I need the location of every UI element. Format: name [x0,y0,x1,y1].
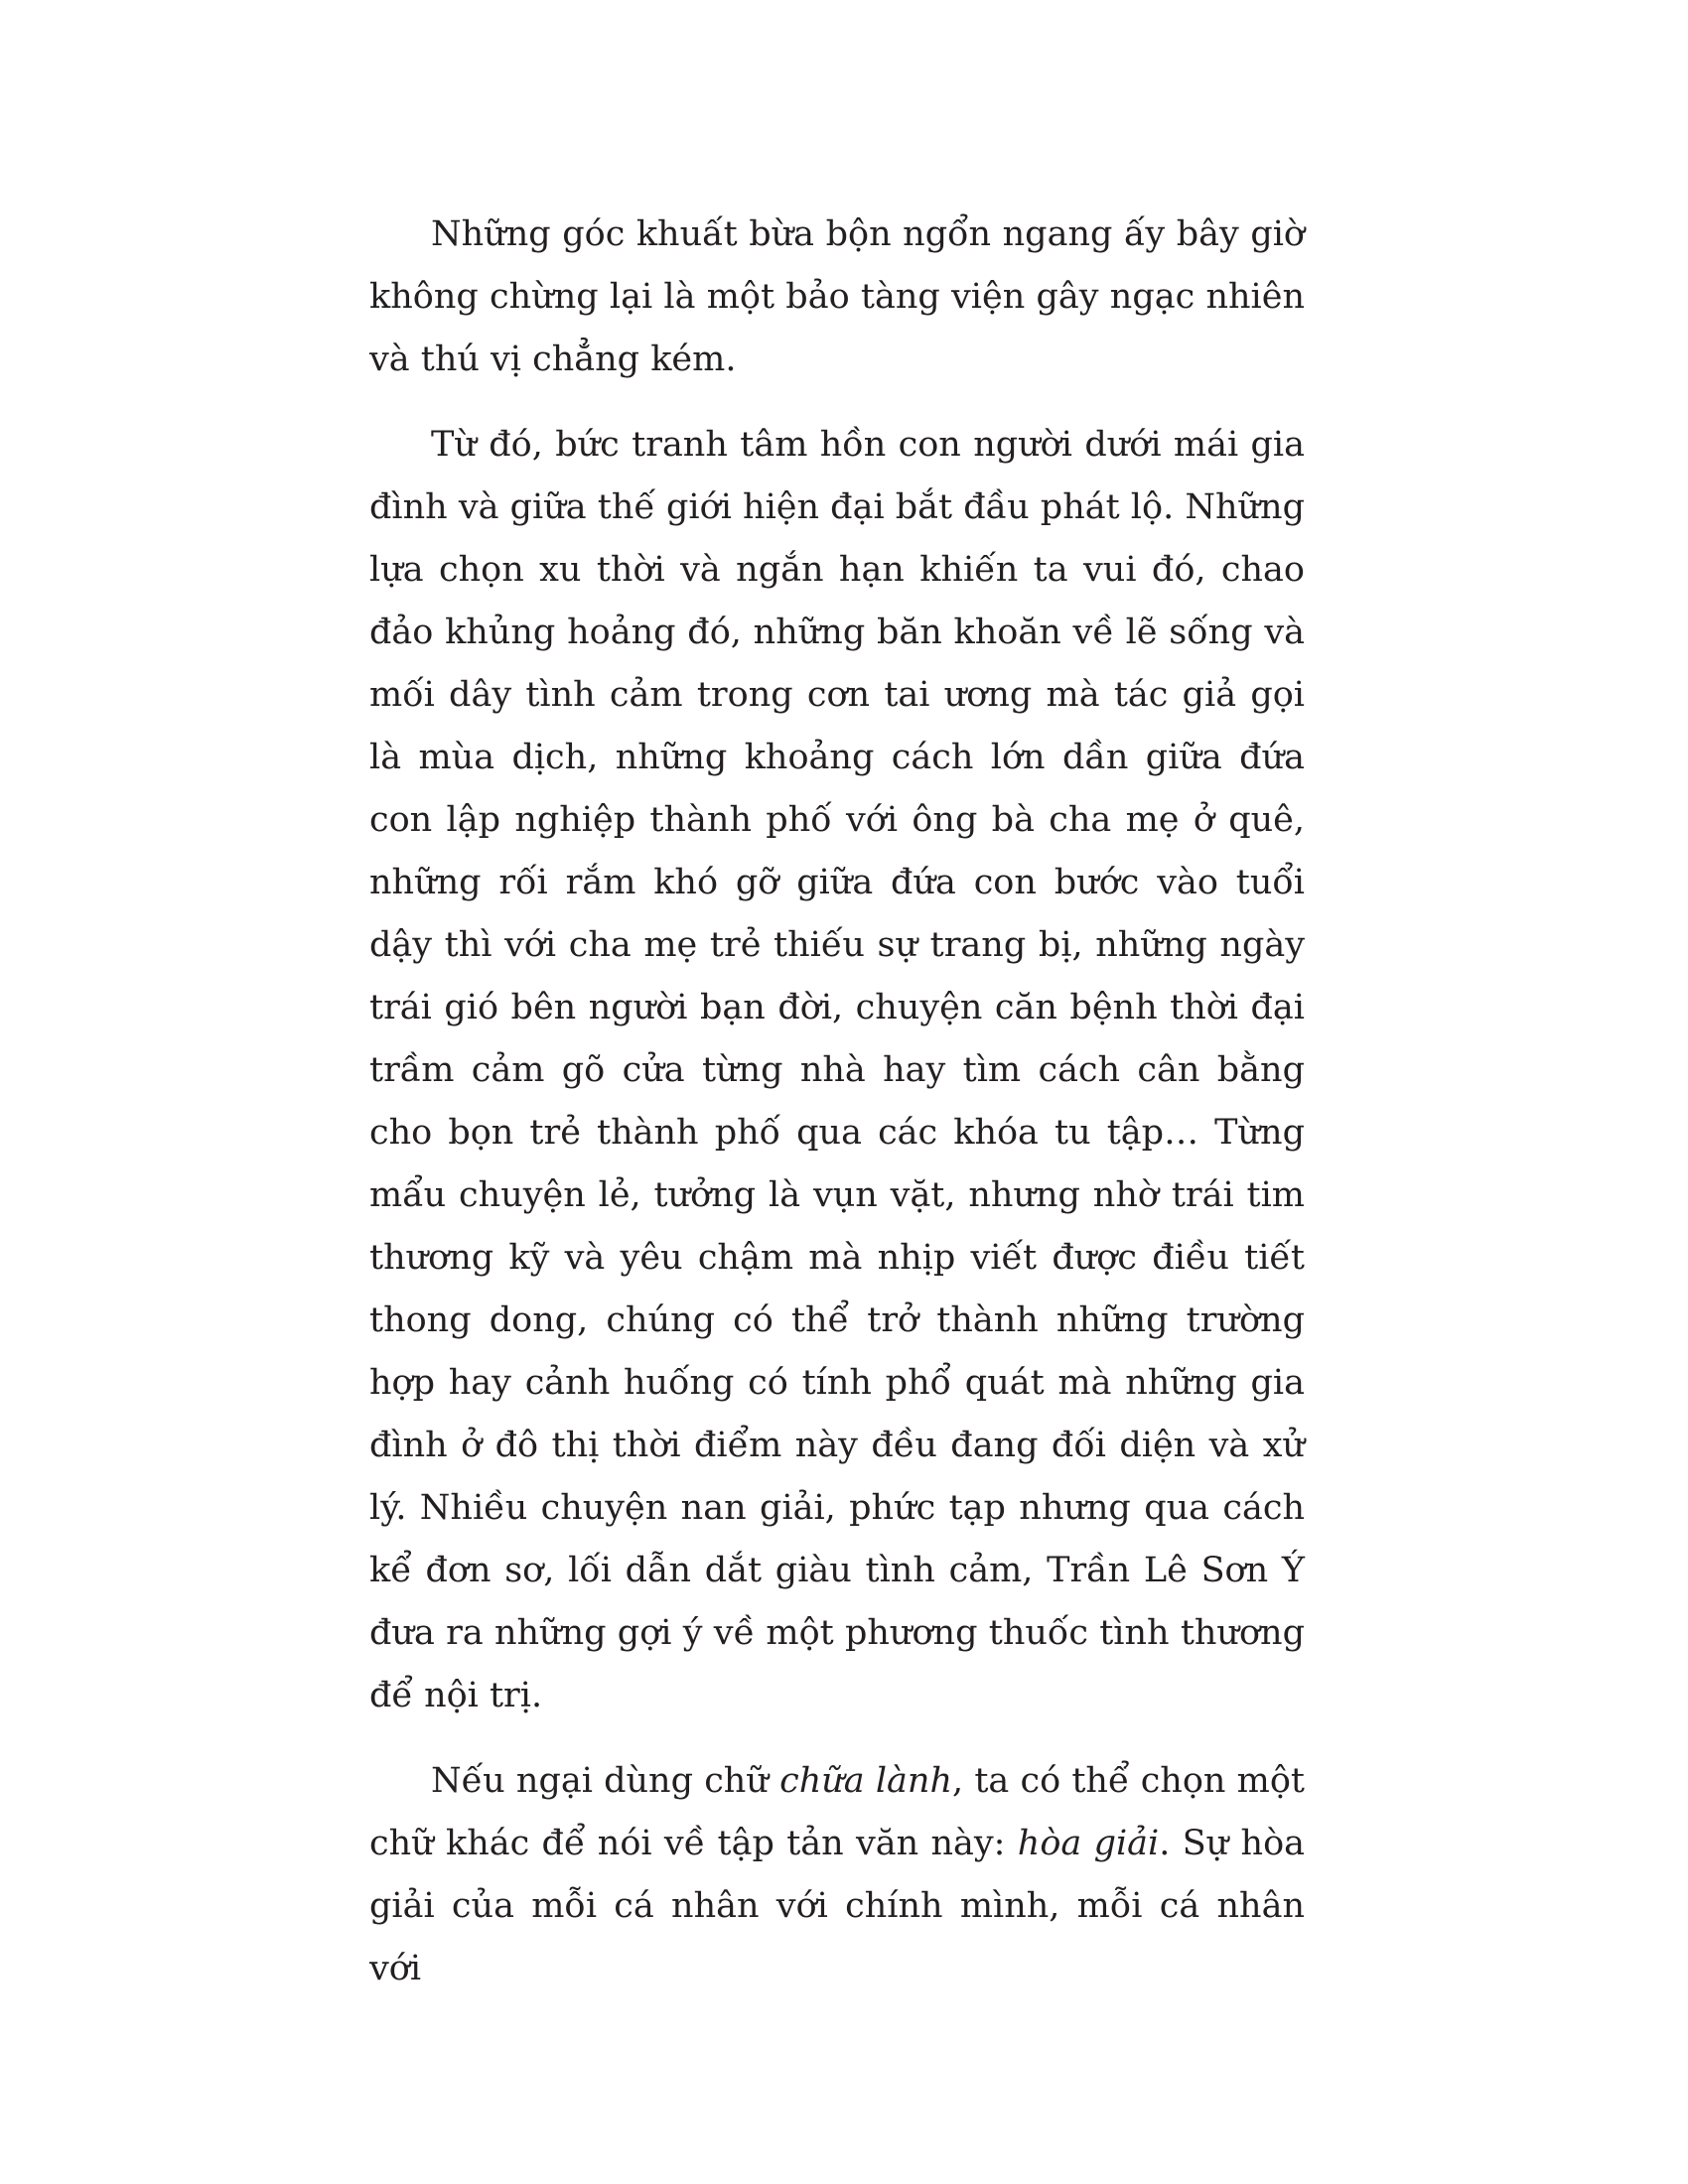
paragraph-3-italic-hoa-giai: hòa giải [1017,1824,1160,1863]
paragraph-3-text-1: Nếu ngại dùng chữ [431,1761,780,1801]
paragraph-1: Những góc khuất bừa bộn ngổn ngang ấy bây giờ không chừng lại là một bảo tàng viện gây ngạc nhiên và thú vị chẳng kém. [369,214,1305,379]
paragraph-3-text-3: . Sự hòa giải của mỗi cá nhân với chính mình, mỗi cá nhân với [369,1824,1306,1988]
page-body [369,204,1305,2000]
paragraph-3 [369,1750,1305,2000]
paragraph-3-italic-chua-lanh: chữa lành [779,1761,953,1801]
paragraph-3-text-2: , ta có thể chọn một chữ khác để nói về tập tản văn này: [369,1761,1305,1863]
paragraph-2: Từ đó, bức tranh tâm hồn con người dưới mái gia đình và giữa thế giới hiện đại bắt đầu phát lộ. Những lựa chọn xu thời và ngắn hạn khiến ta vui đó, chao đảo khủng hoảng đó, những băn khoăn về lẽ sống và mối dây tình cảm trong cơn tai ương mà tác giả gọi là mùa dịch, những khoảng cách lớn dần giữa đứa con lập nghiệp thành phố với ông bà cha mẹ ở quê, những rối rắm khó gỡ giữa đứa con bước vào tuổi dậy thì với cha mẹ trẻ thiếu sự trang bị, những ngày trái gió bên người bạn đời, chuyện căn bệnh thời đại trầm cảm gõ cửa từng nhà hay tìm cách cân bằng cho bọn trẻ thành phố qua các khóa tu tập… Từng mẩu chuyện lẻ, tưởng là vụn vặt, nhưng nhờ trái tim thương kỹ và yêu chậm mà nhịp viết được điều tiết thong dong, chúng có thể trở thành những trường hợp hay cảnh huống có tính phổ quát mà những gia đình ở đô thị thời điểm này đều đang đối diện và xử lý. Nhiều chuyện nan giải, phức tạp nhưng qua cách kể đơn sơ, lối dẫn dắt giàu tình cảm, Trần Lê Sơn Ý đưa ra những gợi ý về một phương thuốc tình thương để nội trị. [369,425,1305,1715]
